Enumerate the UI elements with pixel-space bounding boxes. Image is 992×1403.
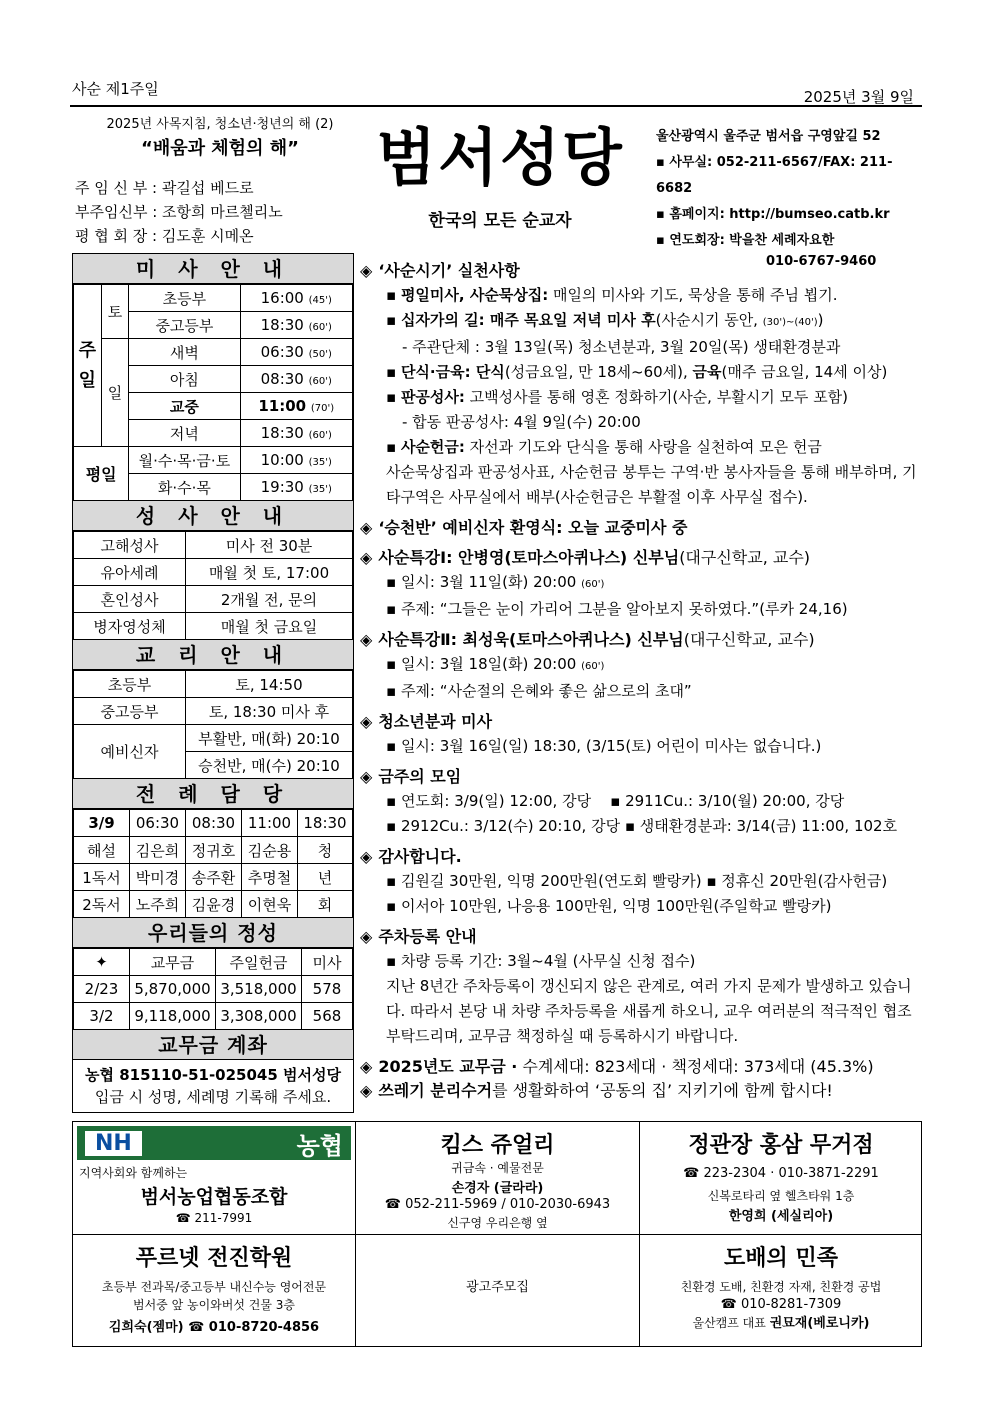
ad-text: 지역사회와 함께하는 xyxy=(79,1166,188,1180)
notice-thanks: ◈ 감사합니다. ▪ 김원길 30만원, 익명 200만원(연도회 빨랑카) ▪ 정휴신 20만원(감사헌금) ▪ 이서아 10만원, 나응용 100만원, 익명 100만원(주일학교 빨랑카) xyxy=(360,845,925,919)
nh-logo: NH 농협 xyxy=(77,1126,351,1160)
liturgy-person: 이현욱 xyxy=(242,891,298,918)
diamond-icon: ◈ xyxy=(360,767,373,786)
mass-name: 초등부 xyxy=(129,285,240,312)
liturgy-time: 06:30 xyxy=(130,810,186,837)
ad-text: 친환경 도배, 친환경 자재, 친환경 공법 xyxy=(680,1280,882,1294)
class-info: 부활반, 매(화) 20:10 xyxy=(186,725,353,752)
header-left xyxy=(75,113,365,248)
diamond-icon: ◈ xyxy=(360,712,373,731)
mass-time: 18:30 (60') xyxy=(240,420,352,447)
class-name: 중고등부 xyxy=(74,698,186,725)
ad-title: 도배의 민족 xyxy=(724,1246,838,1271)
week-label: 사순 제1주일 xyxy=(72,80,159,98)
mass-time: 10:00 (35') xyxy=(240,447,352,474)
ad-text: 초등부 전과목/중고등부 내신수능 영어전문 xyxy=(101,1280,327,1294)
notice-title: ‘사순시기’ 실천사항 xyxy=(378,261,520,280)
liturgy-time: 18:30 xyxy=(298,810,353,837)
list-item: ▪ 일시: 3월 11일(화) 20:00 (60') xyxy=(360,570,925,597)
ad-recruit xyxy=(356,1235,640,1346)
ad-text: 손경자 (글라라) xyxy=(451,1181,544,1196)
notice-lecture-1: ◈ 사순특강Ⅰ: 안병영(토마스아퀴나스) 신부님(대구신학교, 교수) ▪ 일시: 3월 11일(화) 20:00 (60') ▪ 주제: “그들은 눈이 가리어 그분을 알아보지 못하였다.”(루카 24,16) xyxy=(360,546,925,622)
liturgy-person: 김윤경 xyxy=(186,891,242,918)
mass-time: 08:30 (60') xyxy=(240,366,352,393)
ad-phone: ☎ 010-8281-7309 xyxy=(720,1297,842,1312)
sacrament-name: 병자영성체 xyxy=(74,613,186,640)
diamond-icon: ◈ xyxy=(360,847,373,866)
list-item: ▪ 일시: 3월 16일(일) 18:30, (3/15(토) 어린이 미사는 없습니다.) xyxy=(360,734,925,759)
list-item: ▪ 십자가의 길: 매주 목요일 저녁 미사 후(사순시기 동안, (30')~(40')) xyxy=(360,308,925,335)
mass-time: 18:30 (60') xyxy=(240,312,352,339)
youth-head: ▪ 연도회장: 박을찬 세례자요한 xyxy=(656,228,926,254)
sacrament-info: 매월 첫 금요일 xyxy=(186,613,353,640)
header-right xyxy=(656,124,926,270)
ad-phone: ☎ 223-2304 · 010-3871-2291 xyxy=(683,1166,879,1181)
offering-date: 2/23 xyxy=(74,976,130,1003)
notice-trash: ◈ 쓰레기 분리수거를 생활화하여 ‘공동의 집’ 지키기에 함께 합시다! xyxy=(360,1081,833,1100)
offering-col-header: 주일헌금 xyxy=(216,949,302,976)
list-item: ▪ 단식·금육: 단식(성금요일, 만 18세~60세), 금육(매주 금요일, 14세 이상) xyxy=(360,360,925,385)
notice-welcome: ◈ ‘승천반’ 예비신자 환영식: 오늘 교중미사 중 xyxy=(360,518,688,537)
diamond-icon: ◈ xyxy=(360,548,373,567)
top-rule xyxy=(70,105,922,107)
sacrament-title: 성 사 안 내 xyxy=(73,501,353,531)
mass-name: 저녁 xyxy=(129,420,240,447)
list-item: ▪ 2912Cu.: 3/12(수) 20:10, 강당 ▪ 생태환경분과: 3/14(금) 11:00, 102호 xyxy=(386,817,898,835)
ad-phone: ☎ 052-211-5969 / 010-2030-6943 xyxy=(384,1197,611,1212)
notice-youth-mass: ◈ 청소년분과 미사 ▪ 일시: 3월 16일(일) 18:30, (3/15(토) 어린이 미사는 없습니다.) xyxy=(360,710,925,759)
council-president: 평 협 회 장 : 김도훈 시메온 xyxy=(75,227,254,245)
sacrament-info: 미사 전 30분 xyxy=(186,532,353,559)
liturgy-title: 전 례 담 당 xyxy=(73,779,353,809)
offering-value: 568 xyxy=(302,1003,353,1030)
class-info: 승천반, 매(수) 20:10 xyxy=(186,752,353,779)
notice-meetings: ◈ 금주의 모임 ▪ 연도회: 3/9(일) 12:00, 강당 ▪ 2911Cu.: 3/10(월) 20:00, 강당 ▪ 2912Cu.: 3/12(수) 20:10, 강당 ▪ 생태환경분과: 3/14(금) 11:00, 102호 xyxy=(360,765,925,839)
ad-text: 광고주모집 xyxy=(466,1280,529,1295)
sparkle-icon: ✦ xyxy=(74,949,130,976)
list-item: ▪ 김원길 30만원, 익명 200만원(연도회 빨랑카) ▪ 정휴신 20만원(감사헌금) xyxy=(386,872,888,890)
mass-time: 06:30 (50') xyxy=(240,339,352,366)
liturgy-role: 해설 xyxy=(74,837,130,864)
liturgy-person: 추명철 xyxy=(242,864,298,891)
offering-value: 578 xyxy=(302,976,353,1003)
liturgy-person: 년 xyxy=(298,864,353,891)
class-info: 토, 18:30 미사 후 xyxy=(186,698,353,725)
account-note: 입금 시 성명, 세례명 기록해 주세요. xyxy=(94,1088,332,1106)
list-item: ▪ 이서아 10만원, 나응용 100만원, 익명 100만원(주일학교 빨랑카) xyxy=(360,894,925,919)
class-name: 초등부 xyxy=(74,671,186,698)
list-item: ▪ 주제: “그들은 눈이 가리어 그분을 알아보지 못하였다.”(루카 24,16) xyxy=(360,597,925,622)
sacrament-info: 2개월 전, 문의 xyxy=(186,586,353,613)
list-item: ▪ 차량 등록 기간: 3월~4월 (사무실 신청 접수) xyxy=(360,949,925,974)
saturday-label: 토 xyxy=(101,285,129,339)
account-title: 교무금 계좌 xyxy=(73,1030,353,1060)
liturgy-role: 1독서 xyxy=(74,864,130,891)
list-item: ▪ 사순헌금: 자선과 기도와 단식을 통해 사랑을 실천하여 모은 헌금 xyxy=(360,435,925,460)
ad-text: 범서중 앞 농이와버섯 건물 3층 xyxy=(133,1298,295,1312)
homepage: ▪ 홈페이지: http://bumseo.catb.kr xyxy=(656,202,926,228)
ad-phone: 김희숙(젬마) ☎ 010-8720-4856 xyxy=(108,1320,320,1335)
list-item: ▪ 연도회: 3/9(일) 12:00, 강당 ▪ 2911Cu.: 3/10(월) 20:00, 강당 xyxy=(386,792,845,810)
church-patron: 한국의 모든 순교자 xyxy=(428,211,572,231)
assistant-pastor: 부주임신부 : 조항희 마르첼리노 xyxy=(75,203,283,221)
mass-name: 새벽 xyxy=(129,339,240,366)
diamond-icon: ◈ xyxy=(360,1081,373,1100)
liturgy-person: 박미경 xyxy=(130,864,186,891)
office-phone: ▪ 사무실: 052-211-6567/FAX: 211-6682 xyxy=(656,150,926,202)
youth-head-phone: 010-6767-9460 xyxy=(766,254,877,269)
diamond-icon: ◈ xyxy=(360,518,373,537)
liturgy-person: 김은희 xyxy=(130,837,186,864)
motto: “배움과 체험의 해” xyxy=(141,138,299,159)
sacrament-name: 고해성사 xyxy=(74,532,186,559)
ad-text: 한영희 (세실리아) xyxy=(728,1209,834,1224)
ad-wallpaper xyxy=(640,1235,922,1346)
ads-grid xyxy=(72,1121,922,1347)
catechism-title: 교 리 안 내 xyxy=(73,640,353,670)
ad-phone: ☎ 211-7991 xyxy=(175,1211,253,1225)
mass-time: 16:00 (45') xyxy=(240,285,352,312)
class-name: 예비신자 xyxy=(74,725,186,779)
mass-table xyxy=(73,284,353,501)
sacrament-info: 매월 첫 토, 17:00 xyxy=(186,559,353,586)
liturgy-person: 청 xyxy=(298,837,353,864)
left-column xyxy=(72,253,354,1113)
ad-title: 푸르넷 전진학원 xyxy=(135,1246,293,1271)
ad-name: 범서농업협동조합 xyxy=(140,1186,288,1208)
class-info: 토, 14:50 xyxy=(186,671,353,698)
notice-parking: ◈ 주차등록 안내 ▪ 차량 등록 기간: 3월~4월 (사무실 신청 접수) 지난 8년간 주차등록이 갱신되지 않은 관계로, 여러 가지 문제가 발생하고 있습니다. 따라서 본당 내 차량 주차등록을 새롭게 하오니, 교우 여러분의 적극적인 협조 부탁드리며, 교무금 책정하실 때 등록하시기 바랍니다. xyxy=(360,925,925,1049)
notice-lecture-2: ◈ 사순특강Ⅱ: 최성욱(토마스아퀴나스) 신부님(대구신학교, 교수) ▪ 일시: 3월 18일(화) 20:00 (60') ▪ 주제: “사순절의 은혜와 좋은 삶으로의 초대” xyxy=(360,628,925,704)
offering-table xyxy=(73,948,353,1030)
catechism-table xyxy=(73,670,353,779)
offering-col-header: 교무금 xyxy=(130,949,216,976)
liturgy-person: 송주환 xyxy=(186,864,242,891)
diamond-icon: ◈ xyxy=(360,927,373,946)
mass-name: 월·수·목·금·토 xyxy=(129,447,240,474)
ad-title: 정관장 홍삼 무거점 xyxy=(688,1133,874,1158)
sunday-label: 주일 xyxy=(74,285,102,447)
liturgy-person: 노주희 xyxy=(130,891,186,918)
ad-kims xyxy=(356,1122,640,1235)
liturgy-date: 3/9 xyxy=(74,810,130,837)
sacrament-name: 유아세례 xyxy=(74,559,186,586)
mass-name: 교중 xyxy=(129,393,240,420)
liturgy-person: 김순용 xyxy=(242,837,298,864)
list-item: ▪ 판공성사: 고백성사를 통해 영혼 정화하기(사순, 부활시기 모두 포함) xyxy=(360,385,925,410)
notice-tithe: ◈ 2025년도 교무금 · 수계세대: 823세대 · 책정세대: 373세대 (45.3%) xyxy=(360,1057,874,1076)
diamond-icon: ◈ xyxy=(360,261,373,280)
list-item: ▪ 주제: “사순절의 은혜와 좋은 삶으로의 초대” xyxy=(360,679,925,704)
liturgy-table xyxy=(73,809,353,918)
ad-ginseng xyxy=(640,1122,922,1235)
mass-name: 화·수·목 xyxy=(129,474,240,501)
bank-account xyxy=(73,1060,353,1112)
offering-value: 3,308,000 xyxy=(216,1003,302,1030)
notices xyxy=(360,259,925,1103)
offering-value: 9,118,000 xyxy=(130,1003,216,1030)
offering-date: 3/2 xyxy=(74,1003,130,1030)
ad-title: 킴스 쥬얼리 xyxy=(440,1133,555,1158)
church-name: 범서성당 xyxy=(376,121,624,194)
weekday-label: 평일 xyxy=(74,447,129,501)
ad-nh xyxy=(73,1122,356,1235)
liturgy-person: 정귀호 xyxy=(186,837,242,864)
offering-title: 우리들의 정성 xyxy=(73,918,353,948)
mass-time: 11:00 (70') xyxy=(240,393,352,420)
bulletin-date: 2025년 3월 9일 xyxy=(803,88,914,106)
sacrament-table xyxy=(73,531,353,640)
ad-text: 신복로타리 옆 헬츠타워 1층 xyxy=(707,1189,855,1203)
ad-text: 울산캠프 대표 권묘재(베로니카) xyxy=(692,1316,870,1331)
ad-text: 귀금속 · 예물전문 xyxy=(451,1161,544,1175)
notice-paragraph: 사순묵상집과 판공성사표, 사순헌금 봉투는 구역·반 봉사자들을 통해 배부하며, 기타구역은 사무실에서 배부(사순헌금은 부활절 이후 사무실 접수). xyxy=(386,463,917,506)
liturgy-time: 11:00 xyxy=(242,810,298,837)
offering-value: 5,870,000 xyxy=(130,976,216,1003)
notice-lent xyxy=(360,259,925,510)
diamond-icon: ◈ xyxy=(360,1057,373,1076)
notice-paragraph: 지난 8년간 주차등록이 갱신되지 않은 관계로, 여러 가지 문제가 발생하고 있습니다. 따라서 본당 내 차량 주차등록을 새롭게 하오니, 교우 여러분의 적극적인 협조 부탁드리며, 교무금 책정하실 때 등록하시기 바랍니다. xyxy=(386,977,912,1045)
mass-name: 아침 xyxy=(129,366,240,393)
ad-text: 신구영 우리은행 옆 xyxy=(447,1216,548,1230)
liturgy-time: 08:30 xyxy=(186,810,242,837)
ad-academy xyxy=(73,1235,356,1346)
offering-value: 3,518,000 xyxy=(216,976,302,1003)
staff-list xyxy=(75,176,365,248)
header-center xyxy=(365,118,635,231)
sacrament-name: 혼인성사 xyxy=(74,586,186,613)
list-subitem: - 합동 판공성사: 4월 9일(수) 20:00 xyxy=(402,413,641,431)
list-item: ▪ 평일미사, 사순묵상집: 매일의 미사와 기도, 묵상을 통해 주님 뵙기. xyxy=(360,283,925,308)
sunday-day-label: 일 xyxy=(101,339,129,447)
pastor: 주 임 신 부 : 곽길섭 베드로 xyxy=(75,179,254,197)
offering-col-header: 미사 xyxy=(302,949,353,976)
mass-title: 미 사 안 내 xyxy=(73,254,353,284)
list-subitem: - 주관단체 : 3월 13일(목) 청소년분과, 3월 20일(목) 생태환경분과 xyxy=(402,338,841,356)
liturgy-role: 2독서 xyxy=(74,891,130,918)
liturgy-person: 회 xyxy=(298,891,353,918)
pastoral-guideline: 2025년 사목지침, 청소년·청년의 해 (2) xyxy=(106,117,334,132)
address: 울산광역시 울주군 범서읍 구영앞길 52 xyxy=(656,129,881,144)
mass-time: 19:30 (35') xyxy=(240,474,352,501)
list-item: ▪ 일시: 3월 18일(화) 20:00 (60') xyxy=(360,652,925,679)
diamond-icon: ◈ xyxy=(360,630,373,649)
mass-name: 중고등부 xyxy=(129,312,240,339)
account-number: 농협 815110-51-025045 범서성당 xyxy=(85,1066,341,1084)
